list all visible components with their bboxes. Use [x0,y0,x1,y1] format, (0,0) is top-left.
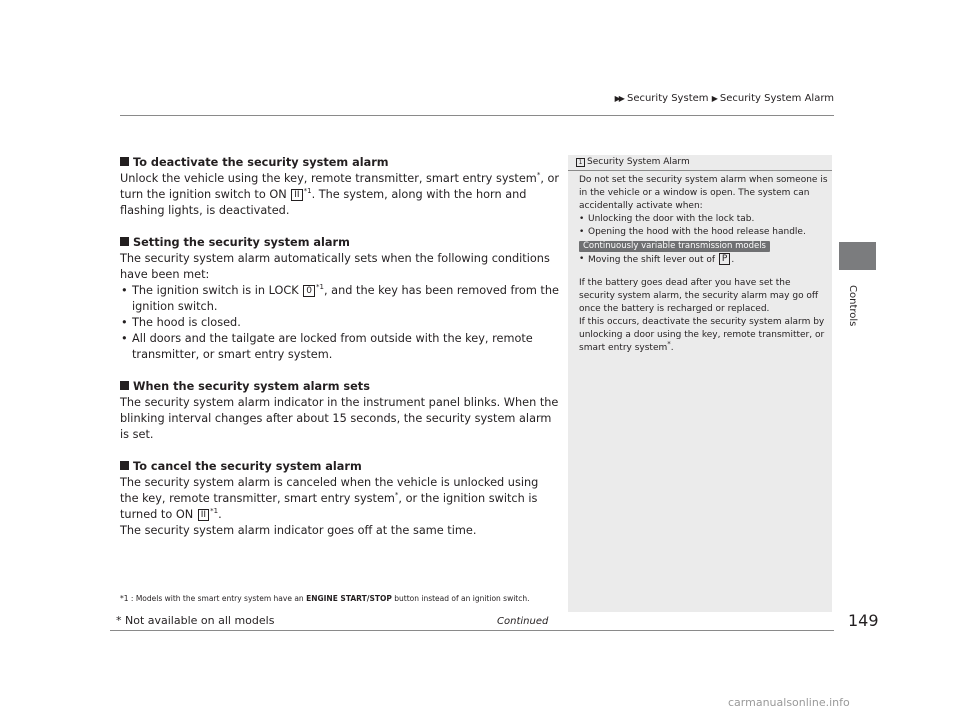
sidebar-title: 1 Security System Alarm [576,157,690,167]
sidebar-body [579,174,829,355]
section-tab-marker [839,242,876,270]
section-sets [120,379,560,443]
list-item: • The ignition switch is in LOCK 0 $^{*1}$, and the key has been removed from the ignition switch. [121,283,559,313]
square-bullet-icon [120,157,129,166]
header-divider [120,115,834,116]
paragraph: The security system alarm indicator in the instrument panel blinks. When the blinking interval changes after about 15 seconds, the security system alarm is set. [120,396,559,441]
breadcrumb-arrow-icon: ▶ [711,94,716,103]
sidebar-divider [568,170,832,171]
watermark: carmanualsonline.info [728,696,850,709]
list-item: • Moving the shift lever out of P . [579,254,735,265]
ignition-key-icon: II [198,509,209,521]
section-heading: To cancel the security system alarm [120,459,560,475]
square-bullet-icon [120,461,129,470]
breadcrumb-item: Security System [626,93,709,104]
section-heading: To deactivate the security system alarm [120,155,560,171]
page-number: 149 [848,611,879,630]
section-heading: When the security system alarm sets [120,379,560,395]
section-setting [120,235,560,363]
section-tab-label: Controls [847,285,858,327]
paragraph: Do not set the security system alarm when someone is in the vehicle or a window is open. The system can accidentally activate when: [579,175,828,211]
square-bullet-icon [120,237,129,246]
shift-position-icon: P [719,253,730,265]
footer-divider [110,630,834,631]
breadcrumb-item: Security System Alarm [719,93,834,104]
ignition-key-icon: 0 [303,285,315,297]
models-footnote: *1 : Models with the smart entry system have an ENGINE START/STOP button instead of an ignition switch. [120,594,530,603]
main-content [120,155,560,555]
availability-footnote: * Not available on all models [116,614,275,627]
model-badge: Continuously variable transmission models [579,241,770,252]
paragraph: Unlock the vehicle using the key, remote transmitter, smart entry system*, or turn the ignition switch to ON II $^{*1}$. The system, along with the horn and flashing lights, is deactivated. [120,171,560,217]
paragraph: If this occurs, deactivate the security system alarm by unlocking a door using the key, remote transmitter, or smart entry system*. [579,317,825,353]
checkbox-icon: 1 [576,158,585,167]
condition-list [120,283,560,363]
paragraph: The security system alarm indicator goes off at the same time. [120,524,477,537]
paragraph: The security system alarm is canceled when the vehicle is unlocked using the key, remote transmitter, smart entry system*, or the ignition switch is turned to ON II $^{*1}$. [120,476,539,521]
list-item: • Unlocking the door with the lock tab. [579,214,755,224]
section-deactivate [120,155,560,219]
list-item: • All doors and the tailgate are locked from outside with the key, remote transmitter, or smart entry system. [121,332,533,361]
ignition-key-icon: II [291,189,302,201]
list-item: • Opening the hood with the hood release handle. [579,227,806,237]
section-heading: Setting the security system alarm [120,235,560,251]
paragraph: If the battery goes dead after you have set the security system alarm, the security alarm may go off once the battery is recharged or replaced. [579,278,819,314]
continued-label: Continued [497,616,549,627]
breadcrumb-arrow-icon: ▶▶ [614,94,623,103]
section-cancel [120,459,560,539]
list-item: • The hood is closed. [121,316,241,329]
square-bullet-icon [120,381,129,390]
sidebar-note [568,155,832,612]
breadcrumb [500,93,834,104]
paragraph: The security system alarm automatically sets when the following conditions have been met: [120,252,550,281]
